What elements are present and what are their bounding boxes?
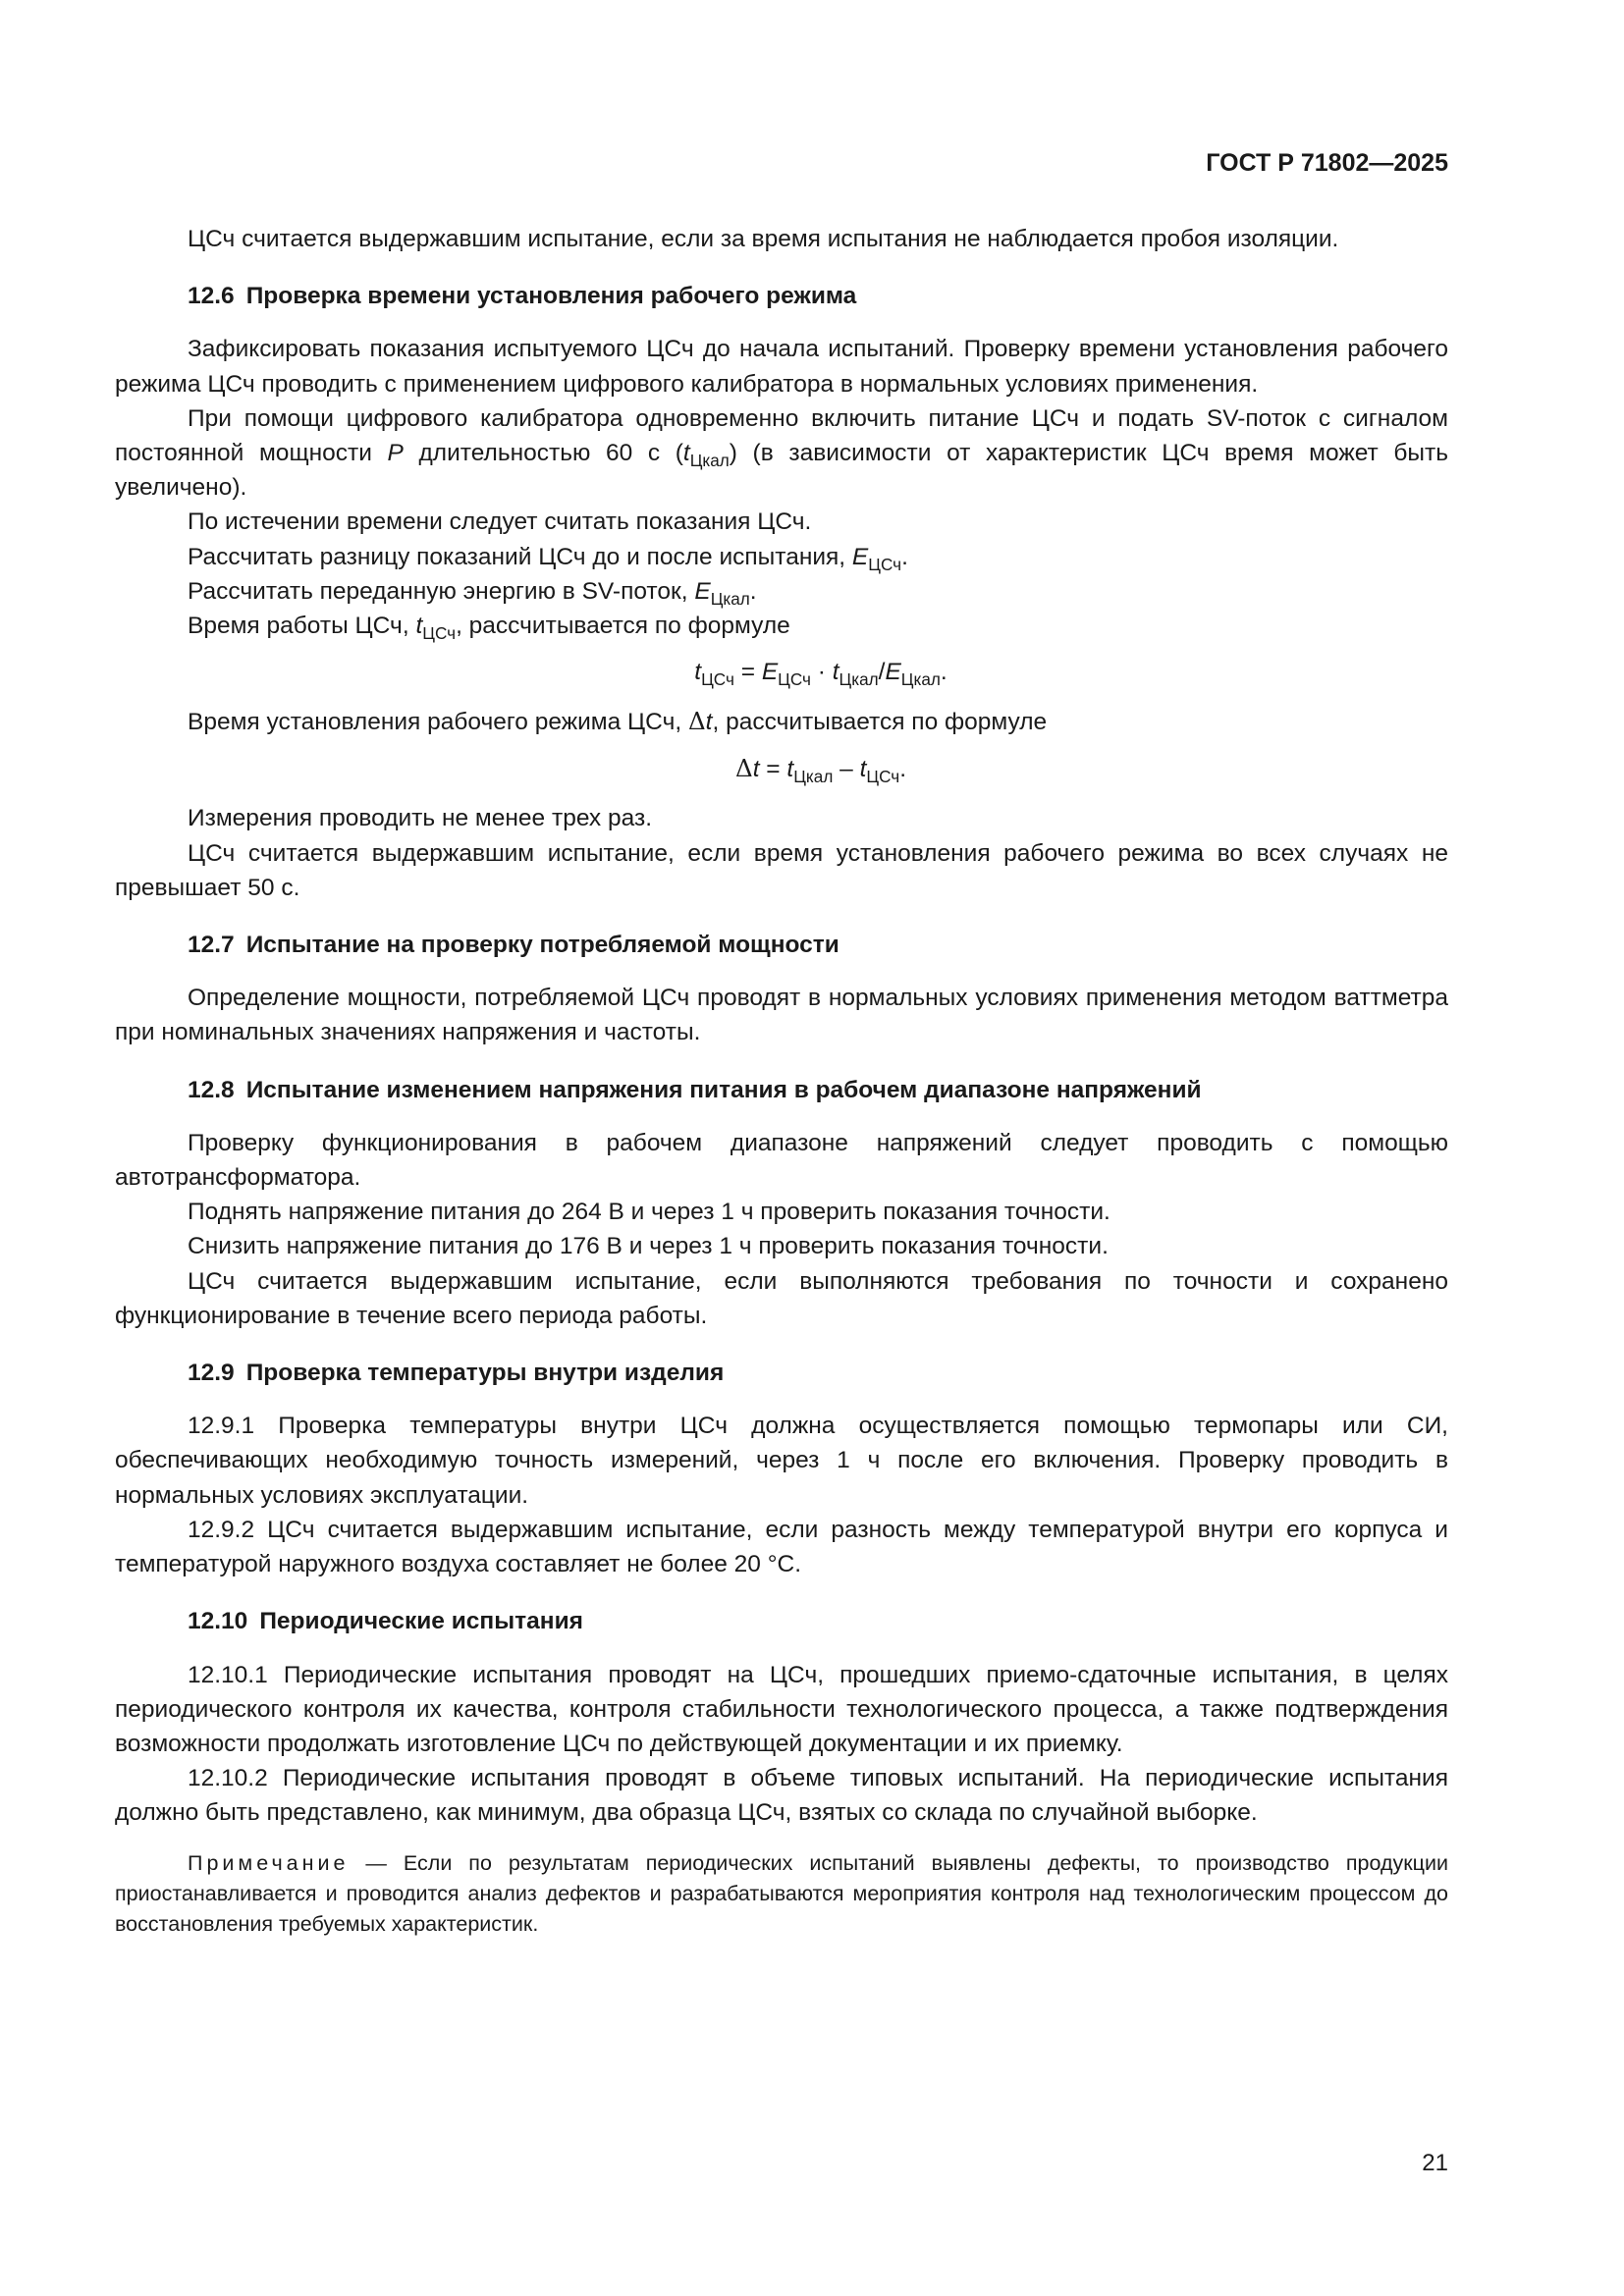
- subscript: ЦСч: [701, 669, 734, 690]
- note-dash: —: [349, 1850, 404, 1875]
- subscript: Цкал: [689, 451, 730, 471]
- text: Рассчитать разницу показаний ЦСч до и после испытания,: [188, 543, 852, 570]
- text: ) (в зависимости от характеристик ЦСч время может быть увеличено).: [115, 440, 1449, 502]
- paragraph: 12.9.2 ЦСч считается выдержавшим испытание, если разность между температурой внутри его корпуса и температурой наружного воздуха составляет не более 20 °С.: [115, 1516, 1448, 1578]
- paragraph: Проверку функционирования в рабочем диапазоне напряжений следует проводить с помощью автотрансформатора.: [115, 1129, 1448, 1192]
- formula-settling-time: [115, 749, 1448, 789]
- subscript: Цкал: [793, 767, 834, 787]
- intro-paragraph: ЦСч считается выдержавшим испытание, если за время испытания не наблюдается пробоя изоляции.: [188, 226, 1339, 252]
- e-symbol: E: [694, 577, 711, 605]
- minus: –: [833, 756, 860, 783]
- page-content: [115, 222, 1448, 1940]
- section-12-7-heading: [115, 928, 1448, 962]
- subscript: Цкал: [710, 588, 750, 609]
- period: .: [901, 543, 908, 570]
- text: , рассчитывается по формуле: [456, 613, 790, 640]
- paragraph: Поднять напряжение питания до 264 В и через 1 ч проверить показания точности.: [188, 1199, 1110, 1226]
- paragraph: 12.10.1 Периодические испытания проводят на ЦСч, прошедших приемо-сдаточные испытания, в целях периодического контроля их качества, контроля стабильности технологического процесса, а также подтверждения возможности продолжать изготовление ЦСч по действующей документации и их приемку.: [115, 1661, 1448, 1757]
- t-symbol: t: [859, 756, 867, 783]
- multiply: ·: [810, 659, 833, 686]
- equals: =: [759, 756, 787, 783]
- section-title: Проверка температуры внутри изделия: [245, 1360, 725, 1387]
- paragraph: 12.10.2 Периодические испытания проводят в объеме типовых испытаний. На периодические испытания должно быть представлено, как минимум, два образца ЦСч, взятых со склада по случайной выборке.: [115, 1765, 1448, 1827]
- e-symbol: E: [761, 659, 779, 686]
- note-label: Примечание: [188, 1850, 350, 1875]
- paragraph: [115, 574, 1448, 609]
- text: Рассчитать переданную энергию в SV-поток,: [188, 577, 695, 605]
- section-12-9-heading: [115, 1356, 1448, 1390]
- t-symbol: t: [694, 659, 702, 686]
- subscript: Цкал: [900, 669, 941, 690]
- section-number: 12.6: [188, 283, 235, 310]
- t-symbol: t: [682, 440, 690, 467]
- subscript: ЦСч: [868, 554, 902, 574]
- paragraph: Измерения проводить не менее трех раз.: [188, 805, 653, 832]
- section-number: 12.9: [188, 1360, 235, 1387]
- page-number: 21: [1422, 2150, 1448, 2176]
- section-title: Проверка времени установления рабочего режима: [245, 283, 857, 310]
- text: , рассчитывается по формуле: [712, 709, 1048, 736]
- section-title: Испытание изменением напряжения питания в рабочем диапазоне напряжений: [245, 1076, 1202, 1103]
- divide: /: [878, 659, 886, 686]
- paragraph: ЦСч считается выдержавшим испытание, если время установления рабочего режима во всех случаях не превышает 50 с.: [115, 839, 1448, 901]
- text: длительностью 60 с (: [403, 440, 683, 467]
- t-symbol: t: [832, 659, 839, 686]
- power-symbol: P: [387, 440, 404, 467]
- section-number: 12.10: [188, 1608, 248, 1635]
- text: При помощи цифрового калибратора одновременно включить питание ЦСч и подать SV-поток с сигналом постоянной мощности: [115, 404, 1448, 467]
- paragraph: [115, 540, 1448, 574]
- section-number: 12.7: [188, 932, 235, 959]
- text: Время работы ЦСч,: [188, 613, 416, 640]
- paragraph: ЦСч считается выдержавшим испытание, если выполняются требования по точности и сохранено функционирование в течение всего периода работы.: [115, 1267, 1448, 1329]
- section-number: 12.8: [188, 1076, 235, 1103]
- delta-symbol: Δ: [734, 754, 753, 783]
- section-12-6-heading: [115, 279, 1448, 313]
- period: .: [940, 659, 947, 686]
- paragraph: [115, 704, 1448, 739]
- subscript: Цкал: [839, 669, 879, 690]
- t-symbol: t: [705, 709, 713, 736]
- formula-operating-time: [115, 653, 1448, 692]
- t-symbol: t: [752, 756, 760, 783]
- subscript: ЦСч: [866, 767, 900, 787]
- delta-symbol: Δ: [687, 707, 706, 736]
- note: [115, 1848, 1448, 1940]
- e-symbol: E: [885, 659, 901, 686]
- section-title: Периодические испытания: [259, 1608, 583, 1635]
- paragraph: [115, 401, 1448, 506]
- period: .: [899, 756, 906, 783]
- t-symbol: t: [415, 613, 423, 640]
- note-text: Если по результатам периодических испытаний выявлены дефекты, то производство продукции приостанавливается и проводится анализ дефектов и разрабатываются мероприятия контроля над технологическим процессом до восстановления требуемых характеристик.: [115, 1850, 1448, 1936]
- e-symbol: E: [851, 543, 869, 570]
- section-12-8-heading: [115, 1073, 1448, 1107]
- text: Время установления рабочего режима ЦСч,: [188, 709, 688, 736]
- paragraph: [115, 609, 1448, 643]
- period: .: [749, 577, 757, 605]
- subscript: ЦСч: [422, 623, 457, 644]
- paragraph: По истечении времени следует считать показания ЦСч.: [188, 508, 812, 536]
- paragraph: Определение мощности, потребляемой ЦСч проводят в нормальных условиях применения методом ваттметра при номинальных значениях напряжения и частоты.: [115, 985, 1448, 1046]
- paragraph: Снизить напряжение питания до 176 В и через 1 ч проверить показания точности.: [188, 1233, 1109, 1260]
- equals: =: [733, 659, 762, 686]
- t-symbol: t: [786, 756, 794, 783]
- paragraph: Зафиксировать показания испытуемого ЦСч до начала испытаний. Проверку времени установления рабочего режима ЦСч проводить с применением цифрового калибратора в нормальных условиях применения.: [115, 336, 1448, 398]
- document-id: ГОСТ Р 71802—2025: [1206, 149, 1448, 177]
- section-12-10-heading: [115, 1604, 1448, 1638]
- section-title: Испытание на проверку потребляемой мощности: [245, 932, 839, 959]
- subscript: ЦСч: [778, 669, 811, 690]
- paragraph: 12.9.1 Проверка температуры внутри ЦСч должна осуществляется помощью термопары или СИ, обеспечивающих необходимую точность измерений, через 1 ч после его включения. Проверку проводить в нормальных условиях эксплуатации.: [115, 1413, 1448, 1509]
